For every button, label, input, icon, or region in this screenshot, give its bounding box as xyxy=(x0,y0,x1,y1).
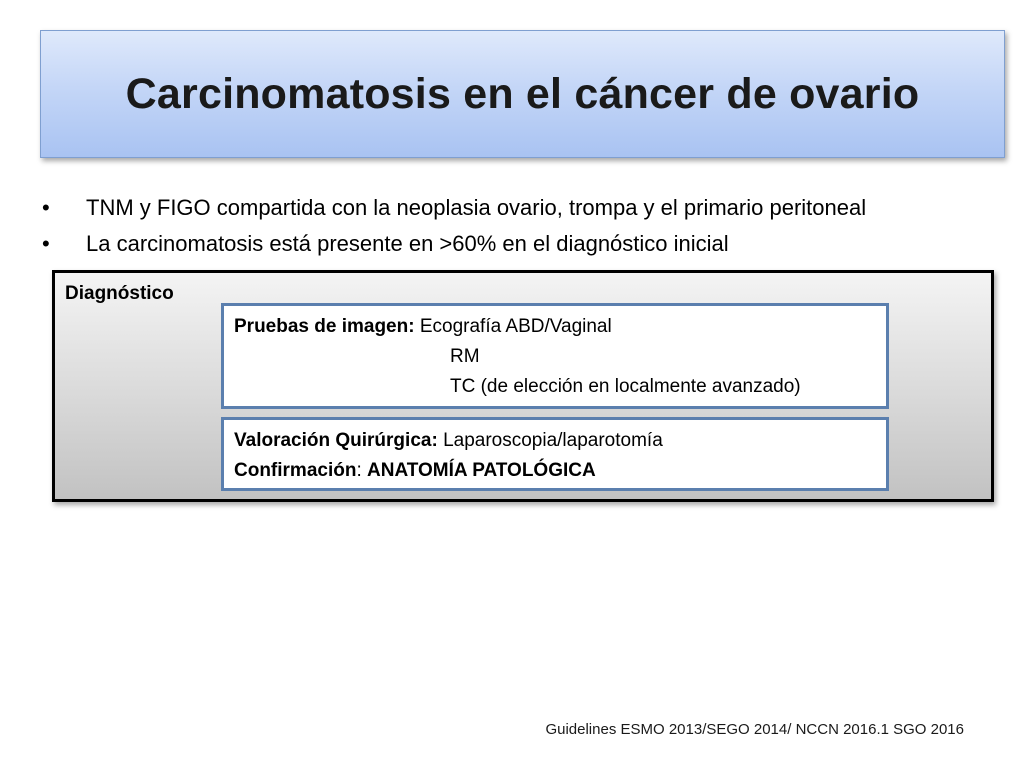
bullet-item xyxy=(42,190,1017,226)
imaging-item: TC (de elección en localmente avanzado) xyxy=(450,376,801,397)
bullet-list xyxy=(42,190,1017,262)
surgical-card xyxy=(221,417,889,491)
imaging-row xyxy=(234,372,876,402)
confirmation-value: ANATOMÍA PATOLÓGICA xyxy=(367,460,596,481)
surgical-row xyxy=(234,426,876,456)
confirmation-heading: Confirmación xyxy=(234,460,357,481)
footer-reference: Guidelines ESMO 2013/SEGO 2014/ NCCN 2016.1 SGO 2016 xyxy=(545,721,964,738)
bullet-marker: • xyxy=(42,195,50,220)
diagnostic-panel xyxy=(52,270,994,502)
imaging-card xyxy=(221,303,889,409)
surgical-heading: Valoración Quirúrgica: xyxy=(234,430,438,451)
diagnostic-label: Diagnóstico xyxy=(65,283,174,304)
imaging-row xyxy=(234,342,876,372)
bullet-item xyxy=(42,226,1017,262)
imaging-heading: Pruebas de imagen: xyxy=(234,316,415,337)
confirmation-row xyxy=(234,456,876,486)
imaging-item: Ecografía ABD/Vaginal xyxy=(419,316,612,337)
title-banner xyxy=(40,30,1005,158)
bullet-marker: • xyxy=(42,231,50,256)
confirmation-separator: : xyxy=(356,460,362,481)
imaging-item: RM xyxy=(450,346,480,367)
imaging-row xyxy=(234,312,876,342)
bullet-text: TNM y FIGO compartida con la neoplasia ovario, trompa y el primario peritoneal xyxy=(86,195,867,220)
surgical-value: Laparoscopia/laparotomía xyxy=(443,430,663,451)
bullet-text: La carcinomatosis está presente en >60% en el diagnóstico inicial xyxy=(86,231,729,256)
slide-title: Carcinomatosis en el cáncer de ovario xyxy=(125,69,920,118)
